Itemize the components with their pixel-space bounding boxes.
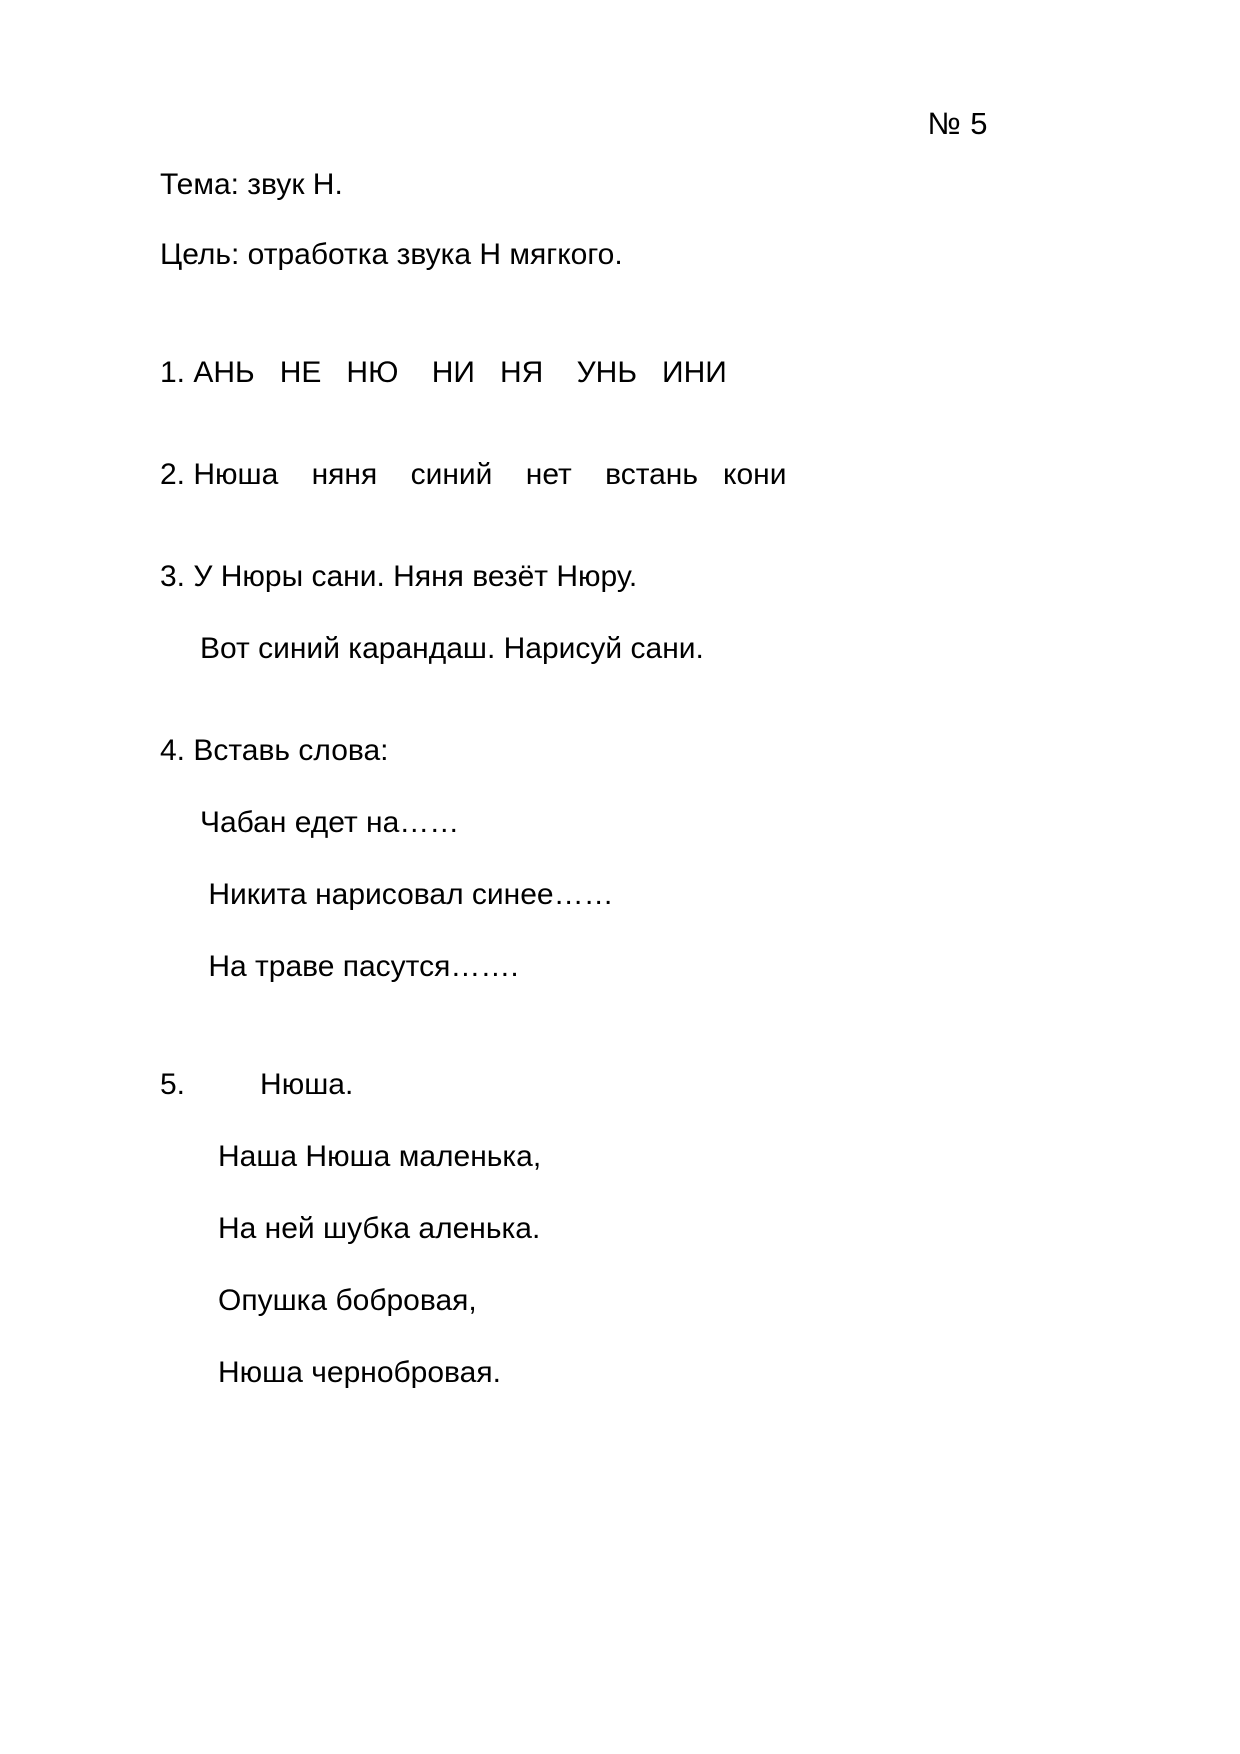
exercise-1-syllables: 1. АНЬ НЕ НЮ НИ НЯ УНЬ ИНИ xyxy=(160,356,727,389)
exercise-5-poem-line-4: Нюша чернобровая. xyxy=(218,1356,501,1389)
spacer xyxy=(160,490,1160,562)
spacer xyxy=(160,982,1160,1070)
spacer xyxy=(160,838,1160,880)
spacer xyxy=(160,270,1160,358)
exercise-5-poem-line-3: Опушка бобровая, xyxy=(218,1284,477,1317)
exercise-4-line-3: На траве пасутся……. xyxy=(200,950,519,983)
spacer xyxy=(160,1100,1160,1142)
exercise-5-label: 5. Нюша. xyxy=(160,1068,354,1101)
spacer xyxy=(160,766,1160,808)
document-body xyxy=(160,170,1160,1388)
spacer xyxy=(160,664,1160,736)
spacer xyxy=(160,388,1160,460)
exercise-4-line-1: Чабан едет на…… xyxy=(200,806,460,839)
exercise-3-line-2: Вот синий карандаш. Нарисуй сани. xyxy=(200,632,704,665)
exercise-4-label: 4. Вставь слова: xyxy=(160,734,389,767)
exercise-3-label: 3. У Нюры сани. Няня везёт Нюру. xyxy=(160,560,638,593)
spacer xyxy=(160,910,1160,952)
exercise-5-poem-line-2: На ней шубка аленька. xyxy=(218,1212,541,1245)
spacer xyxy=(160,1316,1160,1358)
exercise-5-poem-line-1: Наша Нюша маленька, xyxy=(218,1140,542,1173)
spacer xyxy=(160,1172,1160,1214)
exercise-4-line-2: Никита нарисовал синее…… xyxy=(200,878,614,911)
goal-line: Цель: отработка звука Н мягкого. xyxy=(160,238,623,271)
exercise-2-words: 2. Нюша няня синий нет встань кони xyxy=(160,458,787,491)
spacer xyxy=(160,1244,1160,1286)
topic-line: Тема: звук Н. xyxy=(160,168,343,201)
spacer xyxy=(160,592,1160,634)
sheet-number: № 5 xyxy=(927,106,988,141)
